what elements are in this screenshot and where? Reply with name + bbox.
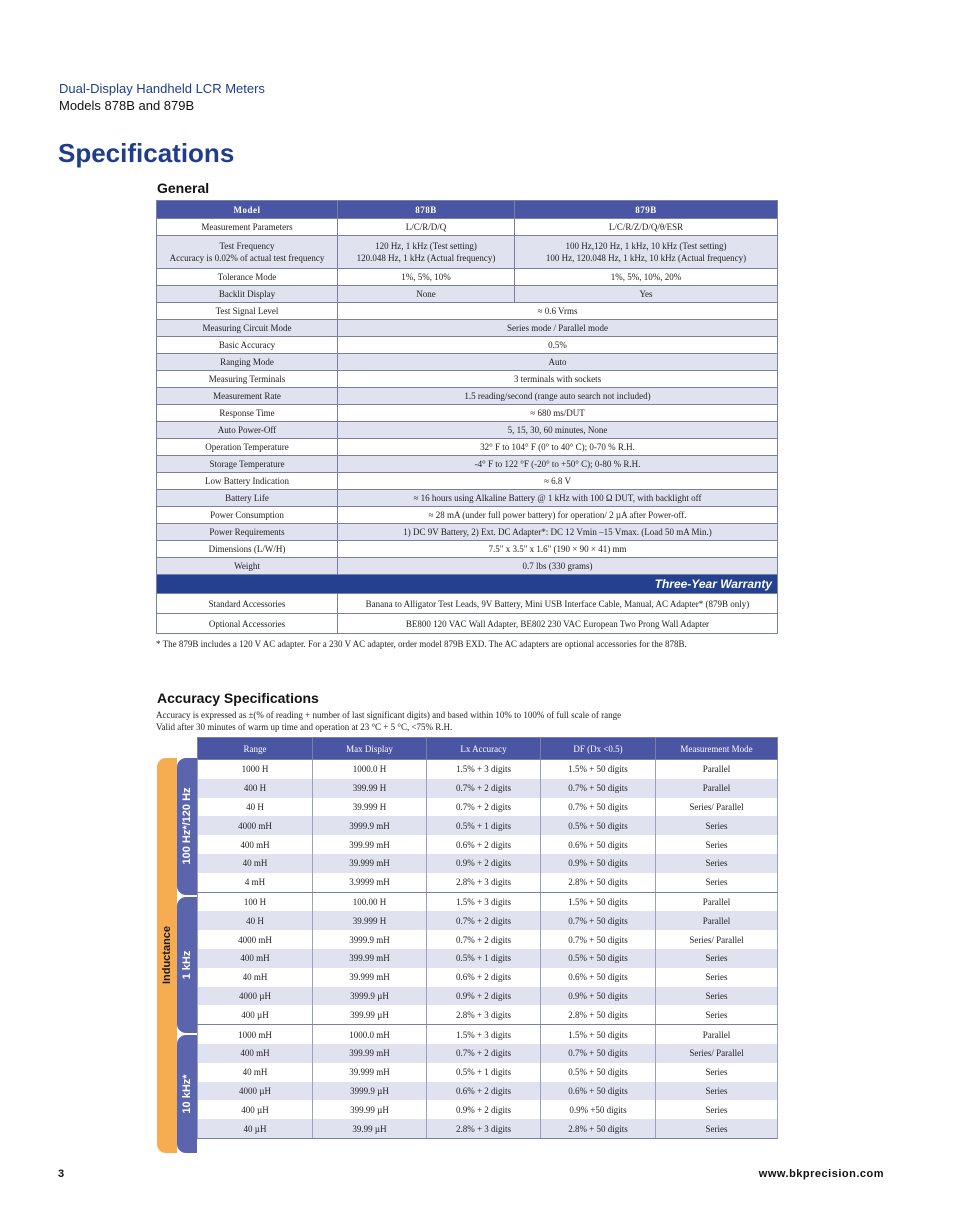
lx-accuracy-cell: 1.5% + 3 digits	[427, 760, 541, 779]
table-row	[198, 1100, 778, 1119]
spec-value: Series mode / Parallel mode	[338, 320, 778, 337]
spec-row	[157, 490, 778, 507]
max-display-cell: 3999.9 µH	[313, 987, 427, 1006]
lx-accuracy-cell: 1.5% + 3 digits	[427, 892, 541, 911]
max-display-cell: 39.99 µH	[313, 1119, 427, 1138]
spec-value-line: 100 Hz, 120.048 Hz, 1 kHz, 10 kHz (Actual frequency)	[545, 253, 747, 263]
measurement-mode-cell: Series	[656, 1100, 778, 1119]
measurement-mode-cell: Series	[656, 1119, 778, 1138]
range-cell: 40 mH	[198, 854, 313, 873]
table-row	[198, 1119, 778, 1138]
spec-value-878b	[338, 236, 515, 269]
footnote: * The 879B includes a 120 V AC adapter. For a 230 V AC adapter, order model 879B EXD. The AC adapters are optional accessories for the 878B.	[156, 639, 687, 649]
spec-value-line: 120 Hz, 1 kHz (Test setting)	[375, 241, 477, 251]
spec-row	[157, 286, 778, 303]
spec-value: BE800 120 VAC Wall Adapter, BE802 230 VAC European Two Prong Wall Adapter	[338, 614, 778, 634]
measurement-mode-cell: Parallel	[656, 911, 778, 930]
lx-accuracy-cell: 2.8% + 3 digits	[427, 873, 541, 892]
range-cell: 4000 µH	[198, 987, 313, 1006]
spec-label: Power Consumption	[157, 507, 338, 524]
table-row	[198, 779, 778, 798]
spec-label: Operation Temperature	[157, 439, 338, 456]
lx-accuracy-cell: 0.7% + 2 digits	[427, 911, 541, 930]
max-display-cell: 399.99 mH	[313, 1044, 427, 1063]
table-row	[198, 873, 778, 892]
df-cell: 2.8% + 50 digits	[541, 873, 656, 892]
page-number: 3	[58, 1168, 65, 1180]
category-label: Inductance	[161, 925, 173, 985]
spec-value: ≈ 680 ms/DUT	[338, 405, 778, 422]
df-cell: 0.7% + 50 digits	[541, 911, 656, 930]
spec-label: Battery Life	[157, 490, 338, 507]
range-cell: 40 H	[198, 798, 313, 817]
website-url: www.bkprecision.com	[758, 1168, 884, 1180]
table-row	[198, 798, 778, 817]
spec-value: 3 terminals with sockets	[338, 371, 778, 388]
spec-value-879b: Yes	[515, 286, 778, 303]
range-cell: 4000 mH	[198, 816, 313, 835]
col-lx-accuracy: Lx Accuracy	[427, 738, 541, 760]
table-row	[198, 760, 778, 779]
accuracy-heading: Accuracy Specifications	[157, 690, 319, 706]
spec-label: Dimensions (L/W/H)	[157, 541, 338, 558]
range-cell: 4 mH	[198, 873, 313, 892]
range-cell: 400 mH	[198, 1044, 313, 1063]
df-cell: 0.9% + 50 digits	[541, 854, 656, 873]
df-cell: 1.5% + 50 digits	[541, 760, 656, 779]
spec-value-879b: L/C/R/Z/D/Q/θ/ESR	[515, 219, 778, 236]
measurement-mode-cell: Series/ Parallel	[656, 1044, 778, 1063]
spec-label: Response Time	[157, 405, 338, 422]
df-cell: 0.9% + 50 digits	[541, 987, 656, 1006]
spec-label-line: Accuracy is 0.02% of actual test frequency	[169, 253, 325, 263]
col-df: DF (Dx <0.5)	[541, 738, 656, 760]
max-display-cell: 1000.0 H	[313, 760, 427, 779]
accuracy-table	[197, 737, 778, 1139]
table-row	[198, 987, 778, 1006]
spec-value: ≈ 28 mA (under full power battery) for operation/ 2 µA after Power-off.	[338, 507, 778, 524]
accuracy-note-line1: Accuracy is expressed as ±(% of reading + number of last significant digits) and based within 10% to 100% of full scale of range	[156, 710, 622, 720]
max-display-cell: 399.99 µH	[313, 1100, 427, 1119]
spec-row	[157, 524, 778, 541]
table-row	[198, 911, 778, 930]
spec-row	[157, 219, 778, 236]
df-cell: 0.5% + 50 digits	[541, 949, 656, 968]
table-row	[198, 1063, 778, 1082]
spec-row	[157, 558, 778, 575]
df-cell: 0.6% + 50 digits	[541, 968, 656, 987]
spec-value: -4° F to 122 °F (-20° to +50° C); 0-80 % R.H.	[338, 456, 778, 473]
spec-label: Measurement Rate	[157, 388, 338, 405]
spec-row	[157, 473, 778, 490]
spec-value-878b: None	[338, 286, 515, 303]
measurement-mode-cell: Parallel	[656, 1025, 778, 1044]
freq-label: 100 Hz*/120 Hz	[181, 787, 193, 865]
df-cell: 2.8% + 50 digits	[541, 1119, 656, 1138]
spec-label: Measuring Terminals	[157, 371, 338, 388]
col-max-display: Max Display	[313, 738, 427, 760]
measurement-mode-cell: Series	[656, 816, 778, 835]
table-row	[198, 892, 778, 911]
lx-accuracy-cell: 1.5% + 3 digits	[427, 1025, 541, 1044]
col-879b: 879B	[515, 201, 778, 219]
spec-value-878b: 1%, 5%, 10%	[338, 269, 515, 286]
spec-value: ≈ 16 hours using Alkaline Battery @ 1 kHz with 100 Ω DUT, with backlight off	[338, 490, 778, 507]
table-row	[198, 968, 778, 987]
lx-accuracy-cell: 0.9% + 2 digits	[427, 987, 541, 1006]
range-cell: 100 H	[198, 892, 313, 911]
range-cell: 400 H	[198, 779, 313, 798]
lx-accuracy-cell: 0.7% + 2 digits	[427, 779, 541, 798]
spec-label: Weight	[157, 558, 338, 575]
measurement-mode-cell: Series	[656, 987, 778, 1006]
spec-label: Basic Accuracy	[157, 337, 338, 354]
spec-value-878b: L/C/R/D/Q	[338, 219, 515, 236]
lx-accuracy-cell: 0.9% + 2 digits	[427, 1100, 541, 1119]
max-display-cell: 39.999 H	[313, 798, 427, 817]
max-display-cell: 3999.9 mH	[313, 816, 427, 835]
table-row	[198, 1044, 778, 1063]
range-cell: 40 H	[198, 911, 313, 930]
spec-value: ≈ 6.8 V	[338, 473, 778, 490]
spec-row	[157, 405, 778, 422]
measurement-mode-cell: Parallel	[656, 779, 778, 798]
spec-value: ≈ 0.6 Vrms	[338, 303, 778, 320]
spec-label: Storage Temperature	[157, 456, 338, 473]
lx-accuracy-cell: 2.8% + 3 digits	[427, 1005, 541, 1024]
measurement-mode-cell: Series	[656, 949, 778, 968]
col-878b: 878B	[338, 201, 515, 219]
range-cell: 4000 mH	[198, 930, 313, 949]
general-spec-table	[156, 200, 778, 634]
freq-label: 10 kHz*	[181, 1074, 193, 1114]
spec-value-879b: 1%, 5%, 10%, 20%	[515, 269, 778, 286]
accuracy-note-line2: Valid after 30 minutes of warm up time and operation at 23 °C + 5 °C, <75% R.H.	[156, 722, 453, 732]
table-row	[198, 816, 778, 835]
spec-label: Measurement Parameters	[157, 219, 338, 236]
spec-row	[157, 439, 778, 456]
range-cell: 4000 µH	[198, 1082, 313, 1101]
measurement-mode-cell: Series/ Parallel	[656, 930, 778, 949]
df-cell: 1.5% + 50 digits	[541, 892, 656, 911]
spec-row	[157, 236, 778, 269]
measurement-mode-cell: Parallel	[656, 892, 778, 911]
col-range: Range	[198, 738, 313, 760]
measurement-mode-cell: Series	[656, 854, 778, 873]
spec-value-line: 100 Hz,120 Hz, 1 kHz, 10 kHz (Test setting)	[565, 241, 727, 251]
range-cell: 1000 mH	[198, 1025, 313, 1044]
df-cell: 0.6% + 50 digits	[541, 835, 656, 854]
df-cell: 0.7% + 50 digits	[541, 930, 656, 949]
spec-value: 5, 15, 30, 60 minutes, None	[338, 422, 778, 439]
spec-label: Ranging Mode	[157, 354, 338, 371]
table-row	[198, 949, 778, 968]
spec-row	[157, 354, 778, 371]
measurement-mode-cell: Series	[656, 873, 778, 892]
spec-value: 7.5" x 3.5" x 1.6" (190 × 90 × 41) mm	[338, 541, 778, 558]
max-display-cell: 39.999 mH	[313, 854, 427, 873]
spec-value-879b	[515, 236, 778, 269]
max-display-cell: 100.00 H	[313, 892, 427, 911]
warranty-label: Three-Year Warranty	[157, 575, 778, 594]
df-cell: 0.5% + 50 digits	[541, 1063, 656, 1082]
spec-label: Auto Power-Off	[157, 422, 338, 439]
lx-accuracy-cell: 0.5% + 1 digits	[427, 816, 541, 835]
lx-accuracy-cell: 0.6% + 2 digits	[427, 968, 541, 987]
col-model: Model	[157, 201, 338, 219]
df-cell: 1.5% + 50 digits	[541, 1025, 656, 1044]
table-row	[198, 1005, 778, 1024]
measurement-mode-cell: Parallel	[656, 760, 778, 779]
df-cell: 2.8% + 50 digits	[541, 1005, 656, 1024]
spec-label-line: Test Frequency	[219, 241, 275, 251]
range-cell: 40 mH	[198, 1063, 313, 1082]
max-display-cell: 399.99 mH	[313, 949, 427, 968]
spec-label	[157, 236, 338, 269]
lx-accuracy-cell: 0.7% + 2 digits	[427, 798, 541, 817]
max-display-cell: 3999.9 µH	[313, 1082, 427, 1101]
table-row	[198, 930, 778, 949]
max-display-cell: 399.99 µH	[313, 1005, 427, 1024]
spec-row	[157, 303, 778, 320]
max-display-cell: 39.999 mH	[313, 968, 427, 987]
spec-label: Optional Accessories	[157, 614, 338, 634]
max-display-cell: 3.9999 mH	[313, 873, 427, 892]
spec-label: Low Battery Indication	[157, 473, 338, 490]
lx-accuracy-cell: 0.7% + 2 digits	[427, 930, 541, 949]
spec-row	[157, 594, 778, 614]
measurement-mode-cell: Series/ Parallel	[656, 798, 778, 817]
max-display-cell: 39.999 H	[313, 911, 427, 930]
df-cell: 0.6% + 50 digits	[541, 1082, 656, 1101]
measurement-mode-cell: Series	[656, 1082, 778, 1101]
warranty-bar	[157, 575, 778, 594]
spec-row	[157, 371, 778, 388]
lx-accuracy-cell: 2.8% + 3 digits	[427, 1119, 541, 1138]
page-title: Specifications	[58, 138, 235, 168]
measurement-mode-cell: Series	[656, 968, 778, 987]
max-display-cell: 3999.9 mH	[313, 930, 427, 949]
df-cell: 0.7% + 50 digits	[541, 1044, 656, 1063]
range-cell: 400 µH	[198, 1100, 313, 1119]
max-display-cell: 39.999 mH	[313, 1063, 427, 1082]
lx-accuracy-cell: 0.5% + 1 digits	[427, 949, 541, 968]
lx-accuracy-cell: 0.7% + 2 digits	[427, 1044, 541, 1063]
measurement-mode-cell: Series	[656, 835, 778, 854]
range-cell: 400 mH	[198, 835, 313, 854]
spec-value: 1.5 reading/second (range auto search not included)	[338, 388, 778, 405]
spec-row	[157, 337, 778, 354]
spec-value-line: 120.048 Hz, 1 kHz (Actual frequency)	[356, 253, 496, 263]
table-row	[198, 854, 778, 873]
subtitle-product-line: Dual-Display Handheld LCR Meters	[59, 81, 265, 96]
range-cell: 400 µH	[198, 1005, 313, 1024]
subtitle-models: Models 878B and 879B	[59, 98, 195, 113]
df-cell: 0.7% + 50 digits	[541, 779, 656, 798]
lx-accuracy-cell: 0.6% + 2 digits	[427, 1082, 541, 1101]
measurement-mode-cell: Series	[656, 1063, 778, 1082]
spec-label: Standard Accessories	[157, 594, 338, 614]
lx-accuracy-cell: 0.6% + 2 digits	[427, 835, 541, 854]
spec-value: Auto	[338, 354, 778, 371]
general-heading: General	[157, 180, 210, 196]
spec-row	[157, 541, 778, 558]
table-row	[198, 1082, 778, 1101]
spec-label: Tolerance Mode	[157, 269, 338, 286]
df-cell: 0.9% +50 digits	[541, 1100, 656, 1119]
range-cell: 40 mH	[198, 968, 313, 987]
spec-value: 0.7 lbs (330 grams)	[338, 558, 778, 575]
measurement-mode-cell: Series	[656, 1005, 778, 1024]
spec-label: Backlit Display	[157, 286, 338, 303]
spec-value: 0.5%	[338, 337, 778, 354]
spec-row	[157, 320, 778, 337]
spec-row	[157, 507, 778, 524]
spec-row	[157, 388, 778, 405]
spec-row	[157, 456, 778, 473]
spec-value: 32° F to 104° F (0° to 40° C); 0-70 % R.H.	[338, 439, 778, 456]
max-display-cell: 1000.0 mH	[313, 1025, 427, 1044]
spec-label: Power Requirements	[157, 524, 338, 541]
spec-value: 1) DC 9V Battery, 2) Ext. DC Adapter*: DC 12 Vmin –15 Vmax. (Load 50 mA Min.)	[338, 524, 778, 541]
range-cell: 400 mH	[198, 949, 313, 968]
table-row	[198, 1025, 778, 1044]
range-cell: 1000 H	[198, 760, 313, 779]
max-display-cell: 399.99 mH	[313, 835, 427, 854]
freq-label: 1 kHz	[181, 950, 193, 980]
df-cell: 0.5% + 50 digits	[541, 816, 656, 835]
spec-value: Banana to Alligator Test Leads, 9V Battery, Mini USB Interface Cable, Manual, AC Adapter* (879B only)	[338, 594, 778, 614]
spec-label: Measuring Circuit Mode	[157, 320, 338, 337]
max-display-cell: 399.99 H	[313, 779, 427, 798]
df-cell: 0.7% + 50 digits	[541, 798, 656, 817]
spec-row	[157, 269, 778, 286]
lx-accuracy-cell: 0.9% + 2 digits	[427, 854, 541, 873]
spec-label: Test Signal Level	[157, 303, 338, 320]
spec-row	[157, 614, 778, 634]
col-measurement-mode: Measurement Mode	[656, 738, 778, 760]
range-cell: 40 µH	[198, 1119, 313, 1138]
lx-accuracy-cell: 0.5% + 1 digits	[427, 1063, 541, 1082]
spec-row	[157, 422, 778, 439]
table-row	[198, 835, 778, 854]
